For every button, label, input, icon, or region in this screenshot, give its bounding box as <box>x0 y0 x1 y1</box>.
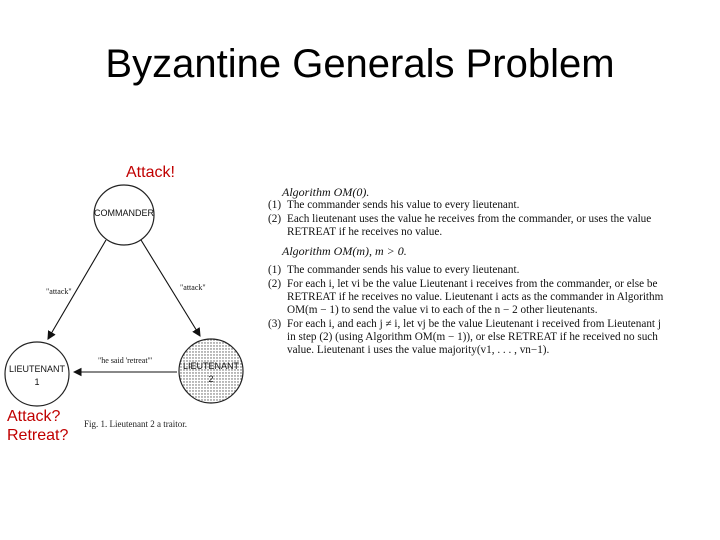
omm-step2c: OM(m − 1) to send the value vi to each of the n − 2 other lieutenants. <box>287 304 598 317</box>
figure-caption: Fig. 1. Lieutenant 2 a traitor. <box>84 419 187 429</box>
omm-step3c: value. Lieutenant i uses the value majority(v1, . . . , vn−1). <box>287 344 550 357</box>
omm-step3-number: (3) <box>268 317 282 330</box>
attack-label: Attack! <box>126 164 175 181</box>
om0-step2-number: (2) <box>268 212 282 225</box>
omm-step1: The commander sends his value to every lieutenant. <box>287 264 520 277</box>
omm-header: Algorithm OM(m), m > 0. <box>282 244 407 259</box>
algorithm-text <box>268 186 686 358</box>
edge-label-bottom: "he said 'retreat'" <box>98 356 153 365</box>
omm-step3b: in step (2) (using Algorithm OM(m − 1)), or else RETREAT if he received no such <box>287 330 658 343</box>
edge-label-left: "attack" <box>46 287 72 296</box>
question-attack: Attack? <box>7 408 61 425</box>
commander-label: COMMANDER <box>94 208 154 218</box>
om0-step2a: Each lieutenant uses the value he receives from the commander, or uses the value <box>287 212 652 225</box>
om0-step1: The commander sends his value to every lieutenant. <box>287 199 520 212</box>
edge-label-right: "attack" <box>180 283 206 292</box>
question-retreat: Retreat? <box>7 427 69 444</box>
slide-title: Byzantine Generals Problem <box>105 42 615 86</box>
lieutenant2-node <box>179 339 243 403</box>
lieutenant1-number: 1 <box>34 377 40 387</box>
omm-step2b: RETREAT if he receives no value. Lieutenant i acts as the commander in Algorithm <box>287 291 664 304</box>
lieutenant1-node <box>5 342 69 406</box>
omm-step2a: For each i, let vi be the value Lieutenant i receives from the commander, or else be <box>287 277 658 290</box>
omm-step1-number: (1) <box>268 264 282 277</box>
lieutenant2-number: 2 <box>208 374 214 384</box>
omm-step3a: For each i, and each j ≠ i, let vj be the value Lieutenant i received from Lieutenant j <box>287 317 661 330</box>
om0-step1-number: (1) <box>268 199 282 212</box>
om0-header: Algorithm OM(0). <box>282 185 370 199</box>
lieutenant2-label: LIEUTENANT <box>182 361 239 371</box>
lieutenant1-label: LIEUTENANT <box>8 364 65 374</box>
omm-step2-number: (2) <box>268 277 282 290</box>
om0-step2b: RETREAT if he receives no value. <box>287 225 443 238</box>
